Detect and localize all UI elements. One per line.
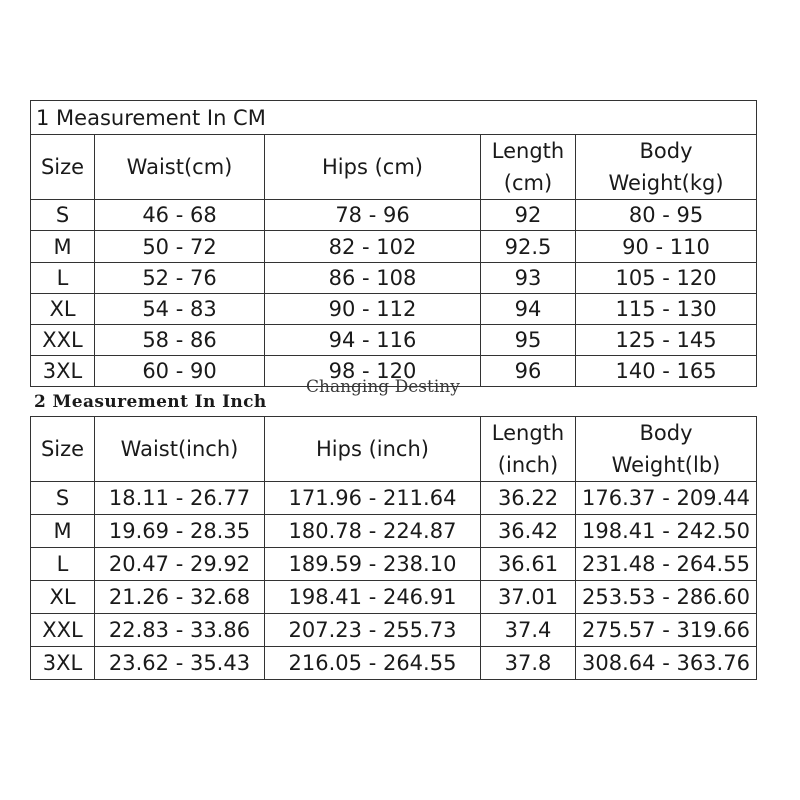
cell-size: 3XL xyxy=(31,647,95,680)
cell-hips: 98 - 120 xyxy=(265,355,481,386)
cell-length: 36.22 xyxy=(481,482,576,515)
cell-length: 94 xyxy=(481,293,576,324)
cell-hips: 180.78 - 224.87 xyxy=(265,515,481,548)
table-row xyxy=(31,647,757,680)
cell-size: XL xyxy=(31,293,95,324)
inch-header-length-line1: Length xyxy=(491,421,565,445)
inch-size-table xyxy=(30,416,757,680)
inch-table-body xyxy=(31,482,757,680)
cell-waist: 19.69 - 28.35 xyxy=(95,515,265,548)
table-row xyxy=(31,231,757,262)
cell-size: XXL xyxy=(31,614,95,647)
cell-waist: 23.62 - 35.43 xyxy=(95,647,265,680)
cell-length: 36.42 xyxy=(481,515,576,548)
cell-length: 36.61 xyxy=(481,548,576,581)
inch-header-body-line2: Weight(lb) xyxy=(611,453,721,477)
cell-waist: 21.26 - 32.68 xyxy=(95,581,265,614)
cell-hips: 86 - 108 xyxy=(265,262,481,293)
table-row xyxy=(31,262,757,293)
cell-hips: 90 - 112 xyxy=(265,293,481,324)
cell-hips: 171.96 - 211.64 xyxy=(265,482,481,515)
cell-size: M xyxy=(31,231,95,262)
cell-length: 37.8 xyxy=(481,647,576,680)
cell-size: M xyxy=(31,515,95,548)
cell-weight: 308.64 - 363.76 xyxy=(576,647,757,680)
cell-weight: 125 - 145 xyxy=(576,324,757,355)
cell-length: 92.5 xyxy=(481,231,576,262)
cell-hips: 82 - 102 xyxy=(265,231,481,262)
cm-header-length xyxy=(481,135,576,200)
cell-size: S xyxy=(31,482,95,515)
table-row xyxy=(31,548,757,581)
cell-weight: 176.37 - 209.44 xyxy=(576,482,757,515)
cell-size: XL xyxy=(31,581,95,614)
cell-waist: 46 - 68 xyxy=(95,200,265,231)
cell-weight: 253.53 - 286.60 xyxy=(576,581,757,614)
cell-length: 92 xyxy=(481,200,576,231)
cell-size: XXL xyxy=(31,324,95,355)
cm-header-body-line1: Body xyxy=(639,139,693,164)
cell-waist: 22.83 - 33.86 xyxy=(95,614,265,647)
cell-weight: 198.41 - 242.50 xyxy=(576,515,757,548)
cell-length: 95 xyxy=(481,324,576,355)
cm-header-hips: Hips (cm) xyxy=(265,135,481,200)
inch-header-waist: Waist(inch) xyxy=(95,417,265,482)
cell-hips: 94 - 116 xyxy=(265,324,481,355)
inch-table-title: 2 Measurement In Inch xyxy=(34,392,267,412)
cell-waist: 54 - 83 xyxy=(95,293,265,324)
inch-table-header-row xyxy=(31,417,757,482)
table-row xyxy=(31,200,757,231)
cm-table-body xyxy=(31,200,757,387)
inch-header-length-line2: (inch) xyxy=(497,453,559,477)
cell-size: L xyxy=(31,262,95,293)
table-row xyxy=(31,581,757,614)
cell-length: 37.01 xyxy=(481,581,576,614)
watermark-text: Changing Destiny xyxy=(306,377,460,397)
cell-waist: 60 - 90 xyxy=(95,355,265,386)
cell-weight: 140 - 165 xyxy=(576,355,757,386)
cm-header-body-line2: Weight(kg) xyxy=(608,171,724,196)
cell-waist: 52 - 76 xyxy=(95,262,265,293)
cm-header-body-weight xyxy=(576,135,757,200)
cell-hips: 216.05 - 264.55 xyxy=(265,647,481,680)
cell-weight: 80 - 95 xyxy=(576,200,757,231)
cell-hips: 189.59 - 238.10 xyxy=(265,548,481,581)
cell-waist: 50 - 72 xyxy=(95,231,265,262)
inch-header-length xyxy=(481,417,576,482)
cell-hips: 198.41 - 246.91 xyxy=(265,581,481,614)
cell-hips: 207.23 - 255.73 xyxy=(265,614,481,647)
cell-weight: 90 - 110 xyxy=(576,231,757,262)
table-row xyxy=(31,293,757,324)
cell-waist: 18.11 - 26.77 xyxy=(95,482,265,515)
cell-size: L xyxy=(31,548,95,581)
table-row xyxy=(31,614,757,647)
cell-weight: 105 - 120 xyxy=(576,262,757,293)
cm-table-title: 1 Measurement In CM xyxy=(31,101,757,135)
inch-header-body-weight xyxy=(576,417,757,482)
cm-size-table xyxy=(30,100,757,387)
table-row xyxy=(31,482,757,515)
cell-length: 93 xyxy=(481,262,576,293)
cell-size: S xyxy=(31,200,95,231)
inch-header-hips: Hips (inch) xyxy=(265,417,481,482)
table-row xyxy=(31,515,757,548)
cm-header-length-line2: (cm) xyxy=(503,171,553,196)
cm-header-waist: Waist(cm) xyxy=(95,135,265,200)
cell-size: 3XL xyxy=(31,355,95,386)
cell-weight: 275.57 - 319.66 xyxy=(576,614,757,647)
inch-header-body-line1: Body xyxy=(639,421,693,445)
cell-hips: 78 - 96 xyxy=(265,200,481,231)
cell-length: 96 xyxy=(481,355,576,386)
cm-header-length-line1: Length xyxy=(491,139,565,164)
inch-header-size: Size xyxy=(31,417,95,482)
cell-weight: 231.48 - 264.55 xyxy=(576,548,757,581)
cell-length: 37.4 xyxy=(481,614,576,647)
cm-table-header-row xyxy=(31,135,757,200)
table-row xyxy=(31,324,757,355)
cell-weight: 115 - 130 xyxy=(576,293,757,324)
cell-waist: 20.47 - 29.92 xyxy=(95,548,265,581)
cell-waist: 58 - 86 xyxy=(95,324,265,355)
cm-header-size: Size xyxy=(31,135,95,200)
